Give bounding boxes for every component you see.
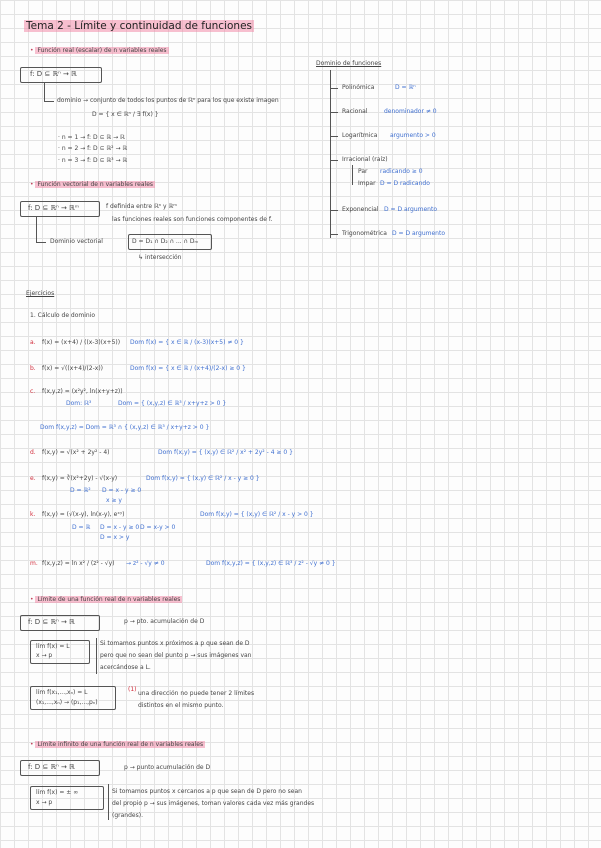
row-e-label: e. xyxy=(30,475,36,482)
limite-note-1: una dirección no puede tener 2 límites xyxy=(138,690,255,697)
row-d-dom: Dom f(x,y) = { (x,y) ∈ ℝ² / x² + 2y² - 4 ≥ 0 } xyxy=(158,449,293,456)
row-b-expr: f(x) = √((x+4)/(2-x)) xyxy=(42,365,104,372)
limite-note-2: distintos en el mismo punto. xyxy=(138,702,224,709)
case-n2: · n = 2 → f: D ⊆ ℝ² → ℝ xyxy=(58,145,128,152)
dom-logaritmica: Logarítmica xyxy=(342,132,378,139)
section-heading-funcion-real: • Función real (escalar) de n variables reales xyxy=(30,47,167,54)
dom-par: Par xyxy=(358,168,368,175)
interseccion-note: ↳ intersección xyxy=(138,254,182,261)
section-heading-limite: • Límite de una función real de n variables reales xyxy=(30,596,181,603)
dom-polinomica-value: D = ℝⁿ xyxy=(395,84,416,91)
dom-polinomica: Polinómica xyxy=(342,84,375,91)
dom-impar: Impar xyxy=(358,180,376,187)
row-e-sub1: D = ℝ² xyxy=(70,487,91,494)
row-b-label: b. xyxy=(30,365,36,372)
section-heading-funcion-vectorial: • Función vectorial de n variables reales xyxy=(30,181,154,188)
row-k-dom: Dom f(x,y) = { (x,y) ∈ ℝ² / x - y > 0 } xyxy=(200,511,314,518)
lim2-expr: lím f(x₁,...,xₙ) = L xyxy=(36,689,88,696)
row-a-label: a. xyxy=(30,339,36,346)
row-a-dom: Dom f(x) = { x ∈ ℝ / (x-3)(x+5) ≠ 0 } xyxy=(130,339,244,346)
formula-limite-infinito: f: D ⊆ ℝⁿ → ℝ xyxy=(28,763,75,771)
limite-inf-text-2: del propio p → sus imágenes, toman valores cada vez más grandes xyxy=(112,800,315,807)
row-c-sub: Dom: ℝ³ xyxy=(66,400,92,407)
limite-text-2: pero que no sean del punto p → sus imágenes van xyxy=(100,652,252,659)
row-c-label: c. xyxy=(30,388,36,395)
lim-sub: x → p xyxy=(36,652,53,659)
row-c-dom: Dom = { (x,y,z) ∈ ℝ³ / x+y+z > 0 } xyxy=(118,400,227,407)
dominio-set: D = { x ∈ ℝⁿ / ∃ f(x) } xyxy=(92,111,159,118)
ejercicios-heading: Ejercicios xyxy=(26,290,55,297)
row-c-expr: f(x,y,z) = (x²y², ln(x+y+z)) xyxy=(42,388,123,395)
dom-racional: Racional xyxy=(342,108,368,115)
row-e-dom: Dom f(x,y) = { (x,y) ∈ ℝ² / x - y ≥ 0 } xyxy=(146,475,260,482)
row-k-sub3: D = x-y > 0 xyxy=(140,524,176,531)
limite-infinito-p-text: p → punto acumulación de D xyxy=(124,764,211,771)
dom-irracional: Irracional (raíz) xyxy=(342,156,388,163)
case-n1: · n = 1 → f: D ⊆ ℝ → ℝ xyxy=(58,134,125,141)
row-d-label: d. xyxy=(30,449,36,456)
limite-p-text: p → pto. acumulación de D xyxy=(124,618,205,625)
dominio-vectorial-label: Dominio vectorial xyxy=(50,238,103,245)
row-e-sub3: x ≥ y xyxy=(106,497,122,504)
dom-logaritmica-value: argumento > 0 xyxy=(390,132,436,139)
formula-vectorial: f: D ⊆ ℝⁿ → ℝᵐ xyxy=(28,204,80,212)
dom-trigonometrica-value: D = D argumento xyxy=(392,230,446,237)
row-d-expr: f(x,y) = √(x² + 2y² - 4) xyxy=(42,449,110,456)
limite-text-3: acercándose a L. xyxy=(100,664,151,671)
dom-trigonometrica: Trigonométrica xyxy=(342,230,387,237)
dom-exponencial-value: D = D argumento xyxy=(384,206,438,213)
row-a-expr: f(x) = (x+4) / ((x-3)(x+5)) xyxy=(42,339,121,346)
row-k-expr: f(x,y) = (√(x-y), ln(x-y), eˣʸ) xyxy=(42,511,125,518)
section-heading-limite-infinito: • Límite infinito de una función real de n variables reales xyxy=(30,741,204,748)
dominio-text: dominio → conjunto de todos los puntos de ℝⁿ para los que existe imagen xyxy=(57,97,279,104)
dom-impar-value: D = D radicando xyxy=(380,180,430,187)
row-e-sub2: D = x - y ≥ 0 xyxy=(102,487,142,494)
row-b-dom: Dom f(x) = { x ∈ ℝ / (x+4)/(2-x) ≥ 0 } xyxy=(130,365,246,372)
ejercicio-1: 1. Cálculo de dominio xyxy=(30,312,96,319)
limite-inf-text-1: Si tomamos puntos x cercanos a p que sean de D pero no sean xyxy=(112,788,302,795)
limite-text-1: Si tomamos puntos x próximos a p que sean de D xyxy=(100,640,250,647)
lim-inf-sub: x → p xyxy=(36,799,53,806)
formula: f: D ⊆ ℝⁿ → ℝ xyxy=(30,70,77,78)
row-k-sub2: D = x - y ≥ 0 xyxy=(100,524,140,531)
row-e-expr: f(x,y) = ∛(x²+2y) - √(x-y) xyxy=(42,475,118,482)
row-k-sub1: D = ℝ xyxy=(72,524,91,531)
lim-expr: lím f(x) = L xyxy=(36,643,70,650)
limite-inf-text-3: (grandes). xyxy=(112,812,143,819)
row-k-sub4: D = x > y xyxy=(100,534,130,541)
page-title: Tema 2 - Límite y continuidad de funciones xyxy=(26,20,252,32)
row-k-label: k. xyxy=(30,511,36,518)
dominio-vectorial-set: D = D₁ ∩ D₂ ∩ ... ∩ Dₘ xyxy=(132,238,199,245)
dom-par-value: radicando ≥ 0 xyxy=(380,168,423,175)
vectorial-desc-1: f definida entre ℝⁿ y ℝᵐ xyxy=(106,203,177,210)
dom-racional-value: denominador ≠ 0 xyxy=(384,108,437,115)
row-m-label: m. xyxy=(30,560,38,567)
row-c-line: Dom f(x,y,z) = Dom = ℝ³ ∩ { (x,y,z) ∈ ℝ³ / x+y+z > 0 } xyxy=(40,424,210,431)
row-m-dom: Dom f(x,y,z) = { (x,y,z) ∈ ℝ³ / z² - √y ≠ 0 } xyxy=(206,560,336,567)
dom-exponencial: Exponencial xyxy=(342,206,379,213)
dominios-heading: Dominio de funciones xyxy=(316,60,382,67)
case-n3: · n = 3 → f: D ⊆ ℝ³ → ℝ xyxy=(58,157,128,164)
lim-inf-expr: lím f(x) = ± ∞ xyxy=(36,789,79,796)
limite-note-num: (1) xyxy=(128,686,137,693)
formula-limite: f: D ⊆ ℝⁿ → ℝ xyxy=(28,618,75,626)
row-m-note: → z² - √y ≠ 0 xyxy=(126,560,165,567)
row-m-expr: f(x,y,z) = ln x² / (z² - √y) xyxy=(42,560,115,567)
lim2-sub: (x₁,...,xₙ) → (p₁,...,pₙ) xyxy=(36,699,98,706)
vectorial-desc-2: las funciones reales son funciones componentes de f. xyxy=(112,216,273,223)
